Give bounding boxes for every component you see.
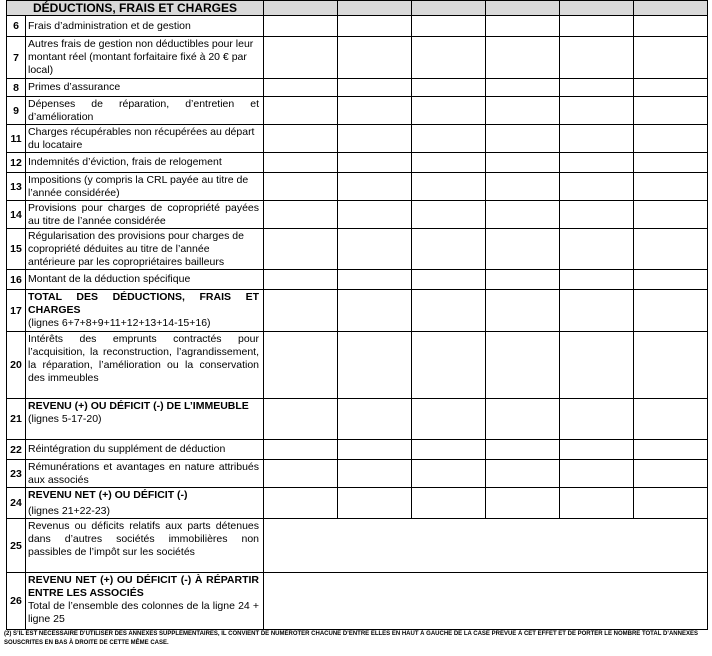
table-row-9 xyxy=(7,97,708,125)
amount-field[interactable] xyxy=(412,173,486,201)
line-formula: Total de l’ensemble des colonnes de la ligne 24 + ligne 25 xyxy=(28,600,260,625)
amount-field[interactable] xyxy=(634,79,708,97)
amount-field[interactable] xyxy=(560,37,634,79)
table-row-11 xyxy=(7,125,708,153)
table-row-26 xyxy=(7,573,708,630)
amount-field[interactable] xyxy=(412,229,486,270)
amount-field[interactable] xyxy=(412,440,486,460)
amount-field[interactable] xyxy=(634,16,708,37)
line-label: Rémunérations et avantages en nature attribués aux associés xyxy=(26,460,264,488)
header-column-cell xyxy=(264,1,338,16)
amount-field[interactable] xyxy=(412,488,486,519)
line-number: 12 xyxy=(7,153,26,173)
amount-field[interactable] xyxy=(634,97,708,125)
line-number: 17 xyxy=(7,290,26,332)
amount-field[interactable] xyxy=(338,332,412,399)
line-formula: (lignes 5-17-20) xyxy=(28,413,102,425)
amount-field[interactable] xyxy=(560,79,634,97)
table-row-12 xyxy=(7,153,708,173)
table-row-16 xyxy=(7,270,708,290)
amount-field[interactable] xyxy=(486,399,560,440)
amount-field[interactable] xyxy=(338,37,412,79)
amount-field[interactable] xyxy=(486,16,560,37)
amount-field[interactable] xyxy=(486,97,560,125)
line-number: 14 xyxy=(7,201,26,229)
amount-field[interactable] xyxy=(560,173,634,201)
amount-field[interactable] xyxy=(634,440,708,460)
line-label: REVENU NET (+) OU DÉFICIT (-) xyxy=(28,489,188,501)
amount-field[interactable] xyxy=(634,460,708,488)
amount-field[interactable] xyxy=(634,399,708,440)
amount-field[interactable] xyxy=(264,37,338,79)
amount-field-wide[interactable] xyxy=(264,573,708,630)
amount-field[interactable] xyxy=(486,290,560,332)
line-label-cell xyxy=(26,488,264,519)
amount-field[interactable] xyxy=(412,16,486,37)
header-column-cell xyxy=(338,1,412,16)
line-formula: (lignes 21+22-23) xyxy=(28,505,111,517)
amount-field[interactable] xyxy=(264,488,338,519)
amount-field[interactable] xyxy=(264,125,338,153)
amount-field[interactable] xyxy=(338,290,412,332)
amount-field[interactable] xyxy=(486,229,560,270)
header-column-cell xyxy=(634,1,708,16)
amount-field[interactable] xyxy=(264,460,338,488)
amount-field[interactable] xyxy=(634,173,708,201)
amount-field[interactable] xyxy=(338,173,412,201)
amount-field[interactable] xyxy=(486,440,560,460)
amount-field[interactable] xyxy=(264,97,338,125)
amount-field[interactable] xyxy=(486,153,560,173)
table-row-22 xyxy=(7,440,708,460)
line-label: Dépenses de réparation, d’entretien et d’amélioration xyxy=(26,97,264,125)
table-row-15 xyxy=(7,229,708,270)
amount-field[interactable] xyxy=(634,201,708,229)
line-label: Régularisation des provisions pour charges de copropriété déduites au titre de l’année antérieure par les copropriétaires bailleurs xyxy=(26,229,264,270)
amount-field[interactable] xyxy=(338,16,412,37)
line-label: Montant de la déduction spécifique xyxy=(26,270,264,290)
amount-field[interactable] xyxy=(486,460,560,488)
line-label: REVENU (+) OU DÉFICIT (-) DE L’IMMEUBLE xyxy=(28,400,249,412)
line-number: 21 xyxy=(7,399,26,440)
amount-field[interactable] xyxy=(634,37,708,79)
line-label: Intérêts des emprunts contractés pour l’acquisition, la reconstruction, l’agrandissement, la réparation, l’amélioration ou la conservation des immeubles xyxy=(26,332,264,399)
line-label: Revenus ou déficits relatifs aux parts détenues dans d’autres sociétés immobilières non passibles de l’impôt sur les sociétés xyxy=(26,519,264,573)
amount-field[interactable] xyxy=(560,270,634,290)
amount-field[interactable] xyxy=(634,229,708,270)
amount-field[interactable] xyxy=(338,79,412,97)
line-label: Provisions pour charges de copropriété payées au titre de l’année considérée xyxy=(26,201,264,229)
amount-field[interactable] xyxy=(338,270,412,290)
amount-field[interactable] xyxy=(486,173,560,201)
amount-field[interactable] xyxy=(412,270,486,290)
line-number: 9 xyxy=(7,97,26,125)
header-column-cell xyxy=(412,1,486,16)
amount-field[interactable] xyxy=(412,460,486,488)
amount-field[interactable] xyxy=(560,399,634,440)
line-label: Charges récupérables non récupérées au départ du locataire xyxy=(26,125,264,153)
amount-field[interactable] xyxy=(560,97,634,125)
header-column-cell xyxy=(560,1,634,16)
amount-field[interactable] xyxy=(486,270,560,290)
amount-field[interactable] xyxy=(264,79,338,97)
line-number: 13 xyxy=(7,173,26,201)
line-number: 24 xyxy=(7,488,26,519)
amount-field[interactable] xyxy=(560,125,634,153)
line-label-cell xyxy=(26,573,264,630)
amount-field[interactable] xyxy=(338,488,412,519)
amount-field[interactable] xyxy=(412,97,486,125)
amount-field[interactable] xyxy=(412,399,486,440)
amount-field[interactable] xyxy=(338,125,412,153)
amount-field[interactable] xyxy=(264,153,338,173)
amount-field[interactable] xyxy=(264,229,338,270)
amount-field[interactable] xyxy=(338,440,412,460)
amount-field[interactable] xyxy=(412,332,486,399)
amount-field[interactable] xyxy=(412,201,486,229)
amount-field[interactable] xyxy=(264,173,338,201)
amount-field[interactable] xyxy=(634,290,708,332)
amount-field[interactable] xyxy=(560,201,634,229)
line-number: 6 xyxy=(7,16,26,37)
amount-field[interactable] xyxy=(560,488,634,519)
amount-field[interactable] xyxy=(560,460,634,488)
line-label: Primes d’assurance xyxy=(26,79,264,97)
section-title: DÉDUCTIONS, FRAIS ET CHARGES xyxy=(7,1,264,16)
amount-field[interactable] xyxy=(634,270,708,290)
table-row-24 xyxy=(7,488,708,519)
amount-field[interactable] xyxy=(486,79,560,97)
line-label: Autres frais de gestion non déductibles pour leur montant réel (montant forfaitaire fixé à 20 € par local) xyxy=(26,37,264,79)
line-label: Indemnités d’éviction, frais de relogement xyxy=(26,153,264,173)
amount-field-wide[interactable] xyxy=(264,519,708,573)
line-label: Réintégration du supplément de déduction xyxy=(26,440,264,460)
amount-field[interactable] xyxy=(634,488,708,519)
line-number: 8 xyxy=(7,79,26,97)
line-label: Impositions (y compris la CRL payée au titre de l’année considérée) xyxy=(26,173,264,201)
amount-field[interactable] xyxy=(560,440,634,460)
amount-field[interactable] xyxy=(560,16,634,37)
table-row-14 xyxy=(7,201,708,229)
amount-field[interactable] xyxy=(264,270,338,290)
amount-field[interactable] xyxy=(338,201,412,229)
amount-field[interactable] xyxy=(486,37,560,79)
line-number: 22 xyxy=(7,440,26,460)
amount-field[interactable] xyxy=(412,153,486,173)
line-number: 11 xyxy=(7,125,26,153)
amount-field[interactable] xyxy=(560,332,634,399)
table-row-6 xyxy=(7,16,708,37)
amount-field[interactable] xyxy=(486,201,560,229)
line-number: 23 xyxy=(7,460,26,488)
amount-field[interactable] xyxy=(560,290,634,332)
table-row-21 xyxy=(7,399,708,440)
amount-field[interactable] xyxy=(486,332,560,399)
table-row-23 xyxy=(7,460,708,488)
amount-field[interactable] xyxy=(486,125,560,153)
amount-field[interactable] xyxy=(412,79,486,97)
footnote: (2) S’IL EST NÉCESSAIRE D’UTILISER DES ANNEXES SUPPLÉMENTAIRES, IL CONVIENT DE NUMÉROTER CHACUNE D’ENTRE ELLES EN HAUT À GAUCHE DE LA CASE PRÉVUE À CET EFFET ET DE PORTER LE NOMBRE TOTAL D’ANNEXES SOUSCRITES EN BAS À DROITE DE CETTE MÊME CASE. xyxy=(4,631,698,646)
amount-field[interactable] xyxy=(338,97,412,125)
line-label: REVENU NET (+) OU DÉFICIT (-) À RÉPARTIR ENTRE LES ASSOCIÉS xyxy=(28,574,260,599)
amount-field[interactable] xyxy=(634,332,708,399)
amount-field[interactable] xyxy=(264,399,338,440)
amount-field[interactable] xyxy=(338,229,412,270)
header-row xyxy=(7,1,708,16)
line-number: 25 xyxy=(7,519,26,573)
deductions-table xyxy=(6,0,708,630)
table-row-17 xyxy=(7,290,708,332)
line-number: 15 xyxy=(7,229,26,270)
line-label: Frais d’administration et de gestion xyxy=(26,16,264,37)
amount-field[interactable] xyxy=(338,460,412,488)
amount-field[interactable] xyxy=(412,290,486,332)
amount-field[interactable] xyxy=(338,153,412,173)
amount-field[interactable] xyxy=(486,488,560,519)
amount-field[interactable] xyxy=(264,201,338,229)
amount-field[interactable] xyxy=(264,440,338,460)
amount-field[interactable] xyxy=(560,229,634,270)
amount-field[interactable] xyxy=(560,153,634,173)
amount-field[interactable] xyxy=(412,125,486,153)
line-number: 16 xyxy=(7,270,26,290)
header-column-cell xyxy=(486,1,560,16)
line-label: TOTAL DES DÉDUCTIONS, FRAIS ET CHARGES xyxy=(28,291,260,316)
line-number: 20 xyxy=(7,332,26,399)
line-number: 7 xyxy=(7,37,26,79)
amount-field[interactable] xyxy=(412,37,486,79)
amount-field[interactable] xyxy=(634,125,708,153)
amount-field[interactable] xyxy=(264,290,338,332)
table-row-7 xyxy=(7,37,708,79)
table-row-13 xyxy=(7,173,708,201)
table-row-8 xyxy=(7,79,708,97)
line-label-cell xyxy=(26,399,264,440)
amount-field[interactable] xyxy=(264,332,338,399)
table-row-25 xyxy=(7,519,708,573)
table-row-20 xyxy=(7,332,708,399)
line-number: 26 xyxy=(7,573,26,630)
line-label-cell xyxy=(26,290,264,332)
amount-field[interactable] xyxy=(634,153,708,173)
amount-field[interactable] xyxy=(264,16,338,37)
amount-field[interactable] xyxy=(338,399,412,440)
line-formula: (lignes 6+7+8+9+11+12+13+14-15+16) xyxy=(28,317,211,329)
